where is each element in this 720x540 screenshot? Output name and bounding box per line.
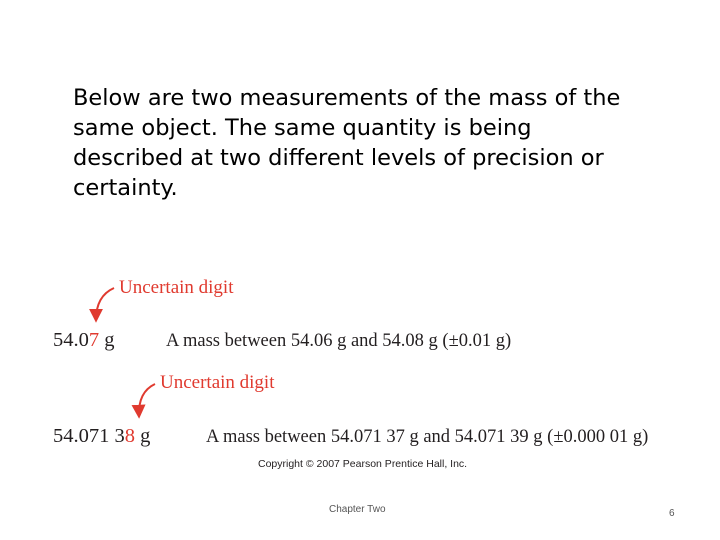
uncertain-digit-label: Uncertain digit (119, 277, 234, 298)
curved-arrow-icon (139, 384, 155, 416)
copyright-notice: Copyright © 2007 Pearson Prentice Hall, Inc. (258, 458, 468, 470)
body-line: same object. The same quantity is being (73, 115, 532, 141)
measurement-description: A mass between 54.071 37 g and 54.071 39 g (±0.000 01 g) (206, 427, 649, 447)
uncertain-digit: 7 (88, 329, 100, 351)
unit: g (104, 329, 115, 351)
uncertain-digit: 8 (124, 425, 135, 447)
body-line: Below are two measurements of the mass of the (73, 85, 621, 111)
certain-digits: 54.0 (53, 329, 89, 351)
measurement-description: A mass between 54.06 g and 54.08 g (±0.01 g) (166, 331, 512, 351)
body-line: described at two different levels of precision or (73, 145, 604, 171)
measurement-value (53, 329, 115, 352)
measurement-value (53, 425, 150, 448)
curved-arrow-icon (96, 288, 114, 320)
footer-chapter: Chapter Two (329, 504, 386, 515)
unit: g (140, 425, 151, 447)
certain-digits: 54.071 3 (53, 425, 125, 447)
page-number: 6 (669, 508, 675, 519)
uncertain-digit-label: Uncertain digit (160, 372, 275, 393)
body-line: certainty. (73, 175, 178, 201)
